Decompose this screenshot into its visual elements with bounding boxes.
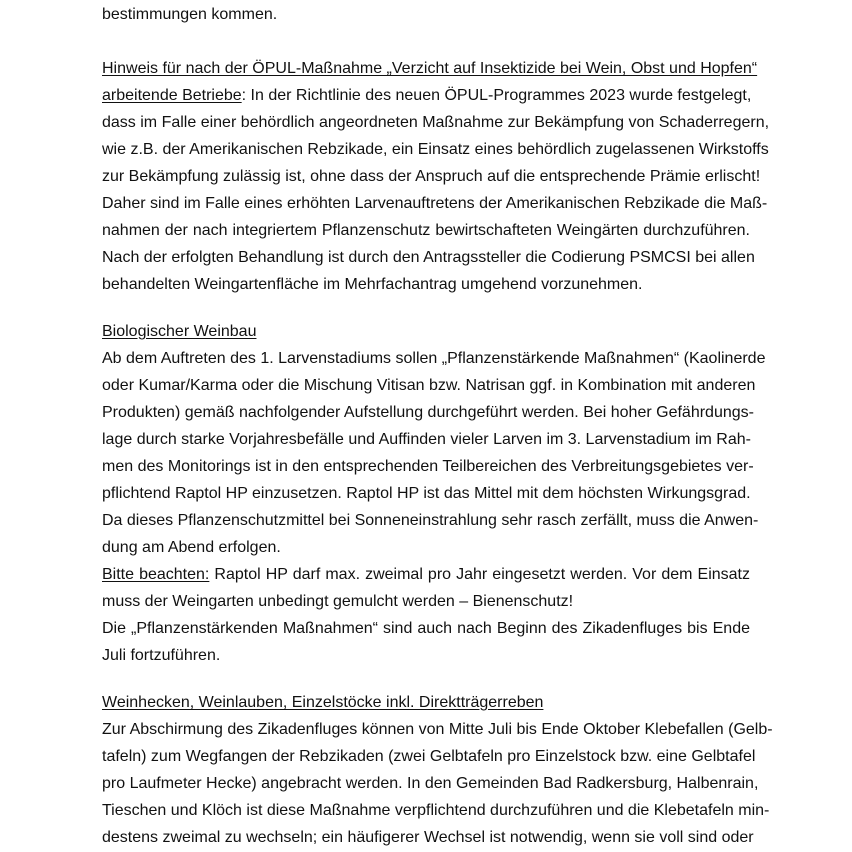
notice-heading-underlined: Hinweis für nach der ÖPUL-Maßnahme „Verzicht auf Insektizide bei Wein, Obst und Hopfen“ [102,60,758,77]
paragraph-line: zur Bekämpfung zulässig ist, ohne dass der Anspruch auf die entsprechende Prämie erlischt! [102,168,761,185]
paragraph-line: tafeln) zum Wegfangen der Rebzikaden (zwei Gelbtafeln pro Einzelstock bzw. eine Gelbtafel [102,748,756,765]
paragraph-line: Produkten) gemäß nachfolgender Aufstellung durchgeführt werden. Bei hoher Gefährdungs- [102,404,754,421]
paragraph-line: pro Laufmeter Hecke) angebracht werden. In den Gemeinden Bad Radkersburg, Halbenrain, [102,775,759,792]
notice-heading-underlined-cont: arbeitende Betriebe [102,87,242,104]
paragraph-line: behandelten Weingartenfläche im Mehrfachantrag umgehend vorzunehmen. [102,276,643,293]
paragraph-line: muss der Weingarten unbedingt gemulcht werden – Bienenschutz! [102,593,574,610]
section-heading-text: Biologischer Weinbau [102,323,257,340]
paragraph-line: Juli fortzuführen. [102,647,221,664]
paragraph-line: oder Kumar/Karma oder die Mischung Vitisan bzw. Natrisan ggf. in Kombination mit anderen [102,377,756,394]
paragraph-line: nahmen der nach integriertem Pflanzenschutz bewirtschafteten Weingärten durchzuführen. [102,222,750,239]
paragraph-line [102,86,750,106]
paragraph-line: bestimmungen kommen. [102,6,278,23]
paragraph-line: dung am Abend erfolgen. [102,539,281,556]
paragraph-line: Zur Abschirmung des Zikadenfluges können von Mitte Juli bis Ende Oktober Klebefallen (Gelb- [102,721,773,738]
paragraph-line: Die „Pflanzenstärkenden Maßnahmen“ sind auch nach Beginn des Zikadenfluges bis Ende [102,620,750,637]
paragraph-line: Da dieses Pflanzenschutzmittel bei Sonneneinstrahlung sehr rasch zerfällt, muss die Anwen- [102,512,759,529]
paragraph-line: lage durch starke Vorjahresbefälle und Auffinden vieler Larven im 3. Larvenstadium im Rah- [102,431,751,448]
notice-text: : In der Richtlinie des neuen ÖPUL-Programmes 2023 wurde festgelegt, [241,87,752,104]
paragraph-line: pflichtend Raptol HP einzusetzen. Raptol HP ist das Mittel mit dem höchsten Wirkungsgrad. [102,485,751,502]
paragraph-line: Tieschen und Klöch ist diese Maßnahme verpflichtend durchzuführen und die Klebetafeln min- [102,802,770,819]
paragraph-line: dass im Falle einer behördlich angeordneten Maßnahme zur Bekämpfung von Schaderregern, [102,114,770,131]
paragraph-line: wie z.B. der Amerikanischen Rebzikade, ein Einsatz eines behördlich zugelassenen Wirkstoffs [102,141,769,158]
paragraph-line [102,565,750,585]
paragraph-line: Nach der erfolgten Behandlung ist durch den Antragssteller die Codierung PSMCSI bei allen [102,249,755,266]
paragraph-line: Ab dem Auftreten des 1. Larvenstadiums sollen „Pflanzenstärkende Maßnahmen“ (Kaolinerde [102,350,766,367]
section-heading-bio [102,322,750,342]
paragraph-line: men des Monitorings ist in den entsprechenden Teilbereichen des Verbreitungsgebietes ver- [102,458,754,475]
note-text: Raptol HP darf max. zweimal pro Jahr eingesetzt werden. Vor dem Einsatz [209,566,750,583]
note-label: Bitte beachten: [102,566,210,583]
notice-heading [102,59,758,79]
paragraph-line: Daher sind im Falle eines erhöhten Larvenauftretens der Amerikanischen Rebzikade die Maß- [102,195,768,212]
section-heading-text: Weinhecken, Weinlauben, Einzelstöcke inkl. Direktträgerreben [102,694,544,711]
section-heading-hedges [102,693,750,713]
paragraph-line: destens zweimal zu wechseln; ein häufigerer Wechsel ist notwendig, wenn sie voll sind oder [102,829,754,846]
